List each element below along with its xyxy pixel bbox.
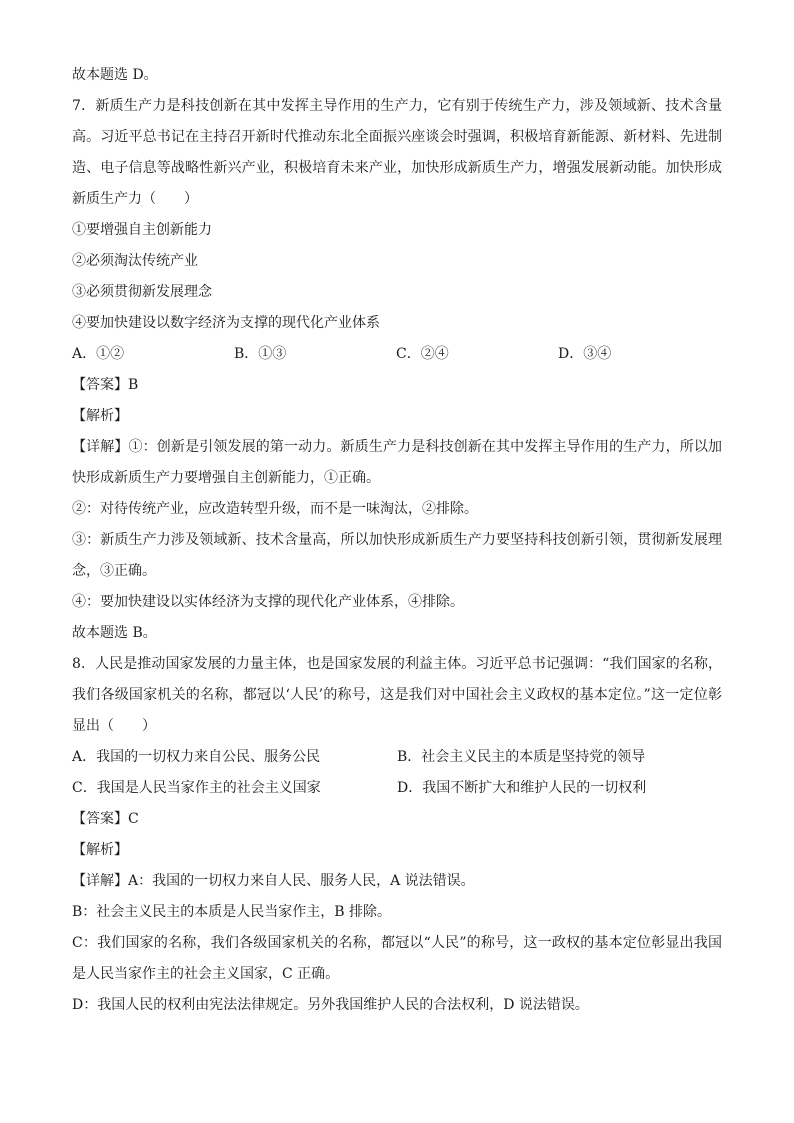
q8-detail-2: B：社会主义民主的本质是人民当家作主，B 排除。 bbox=[72, 904, 392, 920]
q7-detail-3: ③：新质生产力涉及领域新、技术含量高，所以加快形成新质生产力要坚持科技创新引领，贯彻新发展理念，③正确。 bbox=[72, 532, 722, 579]
q7-item-4: ④要加快建设以数字经济为支撑的现代化产业体系 bbox=[72, 315, 380, 331]
q7-option-d: D．③④ bbox=[558, 346, 612, 362]
q8-options-row-2 bbox=[72, 773, 722, 804]
q8-option-d: D．我国不断扩大和维护人民的一切权利 bbox=[397, 780, 647, 796]
q7-options bbox=[72, 339, 722, 370]
q8-stem: 8．人民是推动国家发展的力量主体，也是国家发展的利益主体。习近平总书记强调：“我们国家的名称，我们各级国家机关的名称，都冠以‘人民’的称号，这是我们对中国社会主义政权的基本定位。”这一定位彰显出（ ） bbox=[72, 656, 722, 734]
q8-option-a: A．我国的一切权力来自公民、服务公民 bbox=[72, 749, 321, 765]
q8-detail-1: 【详解】A：我国的一切权力来自人民、服务人民，A 说法错误。 bbox=[72, 873, 475, 889]
q7-option-b: B．①③ bbox=[234, 346, 287, 362]
q7-answer: 【答案】B bbox=[72, 377, 139, 393]
q7-item-2: ②必须淘汰传统产业 bbox=[72, 253, 198, 269]
q7-option-a: A．①② bbox=[72, 346, 125, 362]
q8-detail-3: C：我们国家的名称，我们各级国家机关的名称，都冠以“人民”的称号，这一政权的基本定位彰显出我国是人民当家作主的社会主义国家，C 正确。 bbox=[72, 935, 722, 982]
q8-option-c: C．我国是人民当家作主的社会主义国家 bbox=[72, 780, 321, 796]
previous-conclusion: 故本题选 D。 bbox=[72, 67, 158, 83]
q7-option-c: C．②④ bbox=[396, 346, 449, 362]
q8-detail-4: D：我国人民的权利由宪法法律规定。另外我国维护人民的合法权利，D 说法错误。 bbox=[72, 997, 589, 1013]
q8-option-b: B．社会主义民主的本质是坚持党的领导 bbox=[397, 749, 646, 765]
q7-stem: 7．新质生产力是科技创新在其中发挥主导作用的生产力，它有别于传统生产力，涉及领域新、技术含量高。习近平总书记在主持召开新时代推动东北全面振兴座谈会时强调，积极培育新能源、新材料、先进制造、电子信息等战略性新兴产业，积极培育未来产业，加快形成新质生产力，增强发展新动能。加快形成新质生产力（ ） bbox=[72, 98, 722, 207]
q7-conclusion: 故本题选 B。 bbox=[72, 625, 157, 641]
q7-detail-4: ④：要加快建设以实体经济为支撑的现代化产业体系，④排除。 bbox=[72, 594, 464, 610]
q7-analysis-label: 【解析】 bbox=[72, 408, 128, 424]
q8-analysis-label: 【解析】 bbox=[72, 842, 128, 858]
q7-item-1: ①要增强自主创新能力 bbox=[72, 222, 212, 238]
q7-item-3: ③必须贯彻新发展理念 bbox=[72, 284, 212, 300]
q8-options-row-1 bbox=[72, 742, 722, 773]
q7-detail-1: 【详解】①：创新是引领发展的第一动力。新质生产力是科技创新在其中发挥主导作用的生产力，所以加快形成新质生产力要增强自主创新能力，①正确。 bbox=[72, 439, 722, 486]
q7-detail-2: ②：对待传统产业，应改造转型升级，而不是一味淘汰，②排除。 bbox=[72, 501, 478, 517]
q8-answer: 【答案】C bbox=[72, 811, 139, 827]
